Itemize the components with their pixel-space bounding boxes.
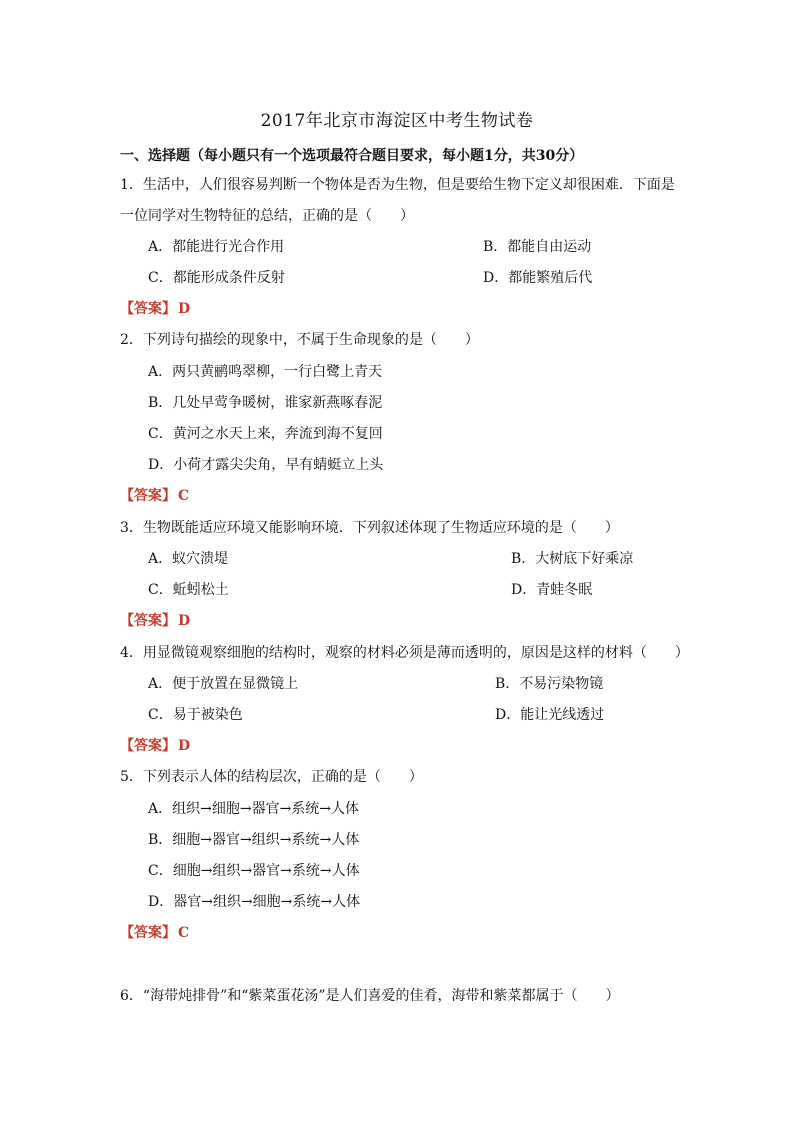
question-2-option-c: C．黄河之水天上来，奔流到海不复回 <box>148 426 383 442</box>
answer-label: 【答案】 <box>120 301 176 317</box>
question-5-option-d: D．器官→组织→细胞→系统→人体 <box>148 894 361 910</box>
question-3-option-d: D．青蛙冬眠 <box>511 582 593 598</box>
answer-value: D <box>178 301 191 317</box>
question-5-answer <box>120 923 189 943</box>
question-1-option-c: C．都能形成条件反射 <box>148 270 285 286</box>
question-4-option-d: D．能让光线透过 <box>495 707 605 723</box>
question-1-option-b: B．都能自由运动 <box>483 239 592 255</box>
question-5-option-b: B．细胞→器官→组织→系统→人体 <box>148 832 360 848</box>
question-4-option-c: C．易于被染色 <box>148 707 243 723</box>
question-5-line-1: 5．下列表示人体的结构层次，正确的是（ ） <box>120 769 423 785</box>
question-3-option-c: C．蚯蚓松土 <box>148 582 229 598</box>
answer-value: C <box>178 925 190 941</box>
question-5-option-a: A．组织→细胞→器官→系统→人体 <box>148 801 360 817</box>
answer-label: 【答案】 <box>120 613 176 629</box>
question-1-line-2: 一位同学对生物特征的总结，正确的是（ ） <box>120 208 414 224</box>
answer-label: 【答案】 <box>120 925 176 941</box>
question-4-option-a: A．便于放置在显微镜上 <box>148 676 299 692</box>
question-2-option-b: B．几处早莺争暖树，谁家新燕啄春泥 <box>148 395 383 411</box>
question-2-option-a: A．两只黄鹂鸣翠柳，一行白鹭上青天 <box>148 364 383 380</box>
question-1-option-a: A．都能进行光合作用 <box>148 239 285 255</box>
question-3-line-1: 3．生物既能适应环境又能影响环境．下列叙述体现了生物适应环境的是（ ） <box>120 520 619 536</box>
question-1-line-1: 1．生活中，人们很容易判断一个物体是否为生物，但是要给生物下定义却很困难．下面是 <box>120 177 675 193</box>
question-6-line-1: 6．“海带炖排骨”和“紫菜蛋花汤”是人们喜爱的佳肴，海带和紫菜都属于（ ） <box>120 988 620 1004</box>
question-3-option-b: B．大树底下好乘凉 <box>511 551 634 567</box>
question-2-answer <box>120 486 189 506</box>
document-title: 2017年北京市海淀区中考生物试卷 <box>260 111 534 131</box>
question-4-answer <box>120 736 190 756</box>
question-5-option-c: C．细胞→组织→器官→系统→人体 <box>148 863 360 879</box>
answer-value: C <box>178 488 190 504</box>
section-heading: 一、选择题（每小题只有一个选项最符合题目要求，每小题1分，共30分） <box>120 148 584 164</box>
question-3-answer <box>120 611 190 631</box>
answer-value: D <box>178 738 191 754</box>
answer-value: D <box>178 613 191 629</box>
answer-label: 【答案】 <box>120 488 176 504</box>
answer-label: 【答案】 <box>120 738 176 754</box>
question-3-option-a: A．蚁穴溃堤 <box>148 551 229 567</box>
question-4-line-1: 4．用显微镜观察细胞的结构时，观察的材料必须是薄而透明的，原因是这样的材料（ ） <box>120 645 689 661</box>
question-1-option-d: D．都能繁殖后代 <box>483 270 593 286</box>
question-1-answer <box>120 299 190 319</box>
question-2-option-d: D．小荷才露尖尖角，早有蜻蜓立上头 <box>148 457 384 473</box>
question-4-option-b: B．不易污染物镜 <box>495 676 604 692</box>
question-2-line-1: 2．下列诗句描绘的现象中，不属于生命现象的是（ ） <box>120 332 479 348</box>
